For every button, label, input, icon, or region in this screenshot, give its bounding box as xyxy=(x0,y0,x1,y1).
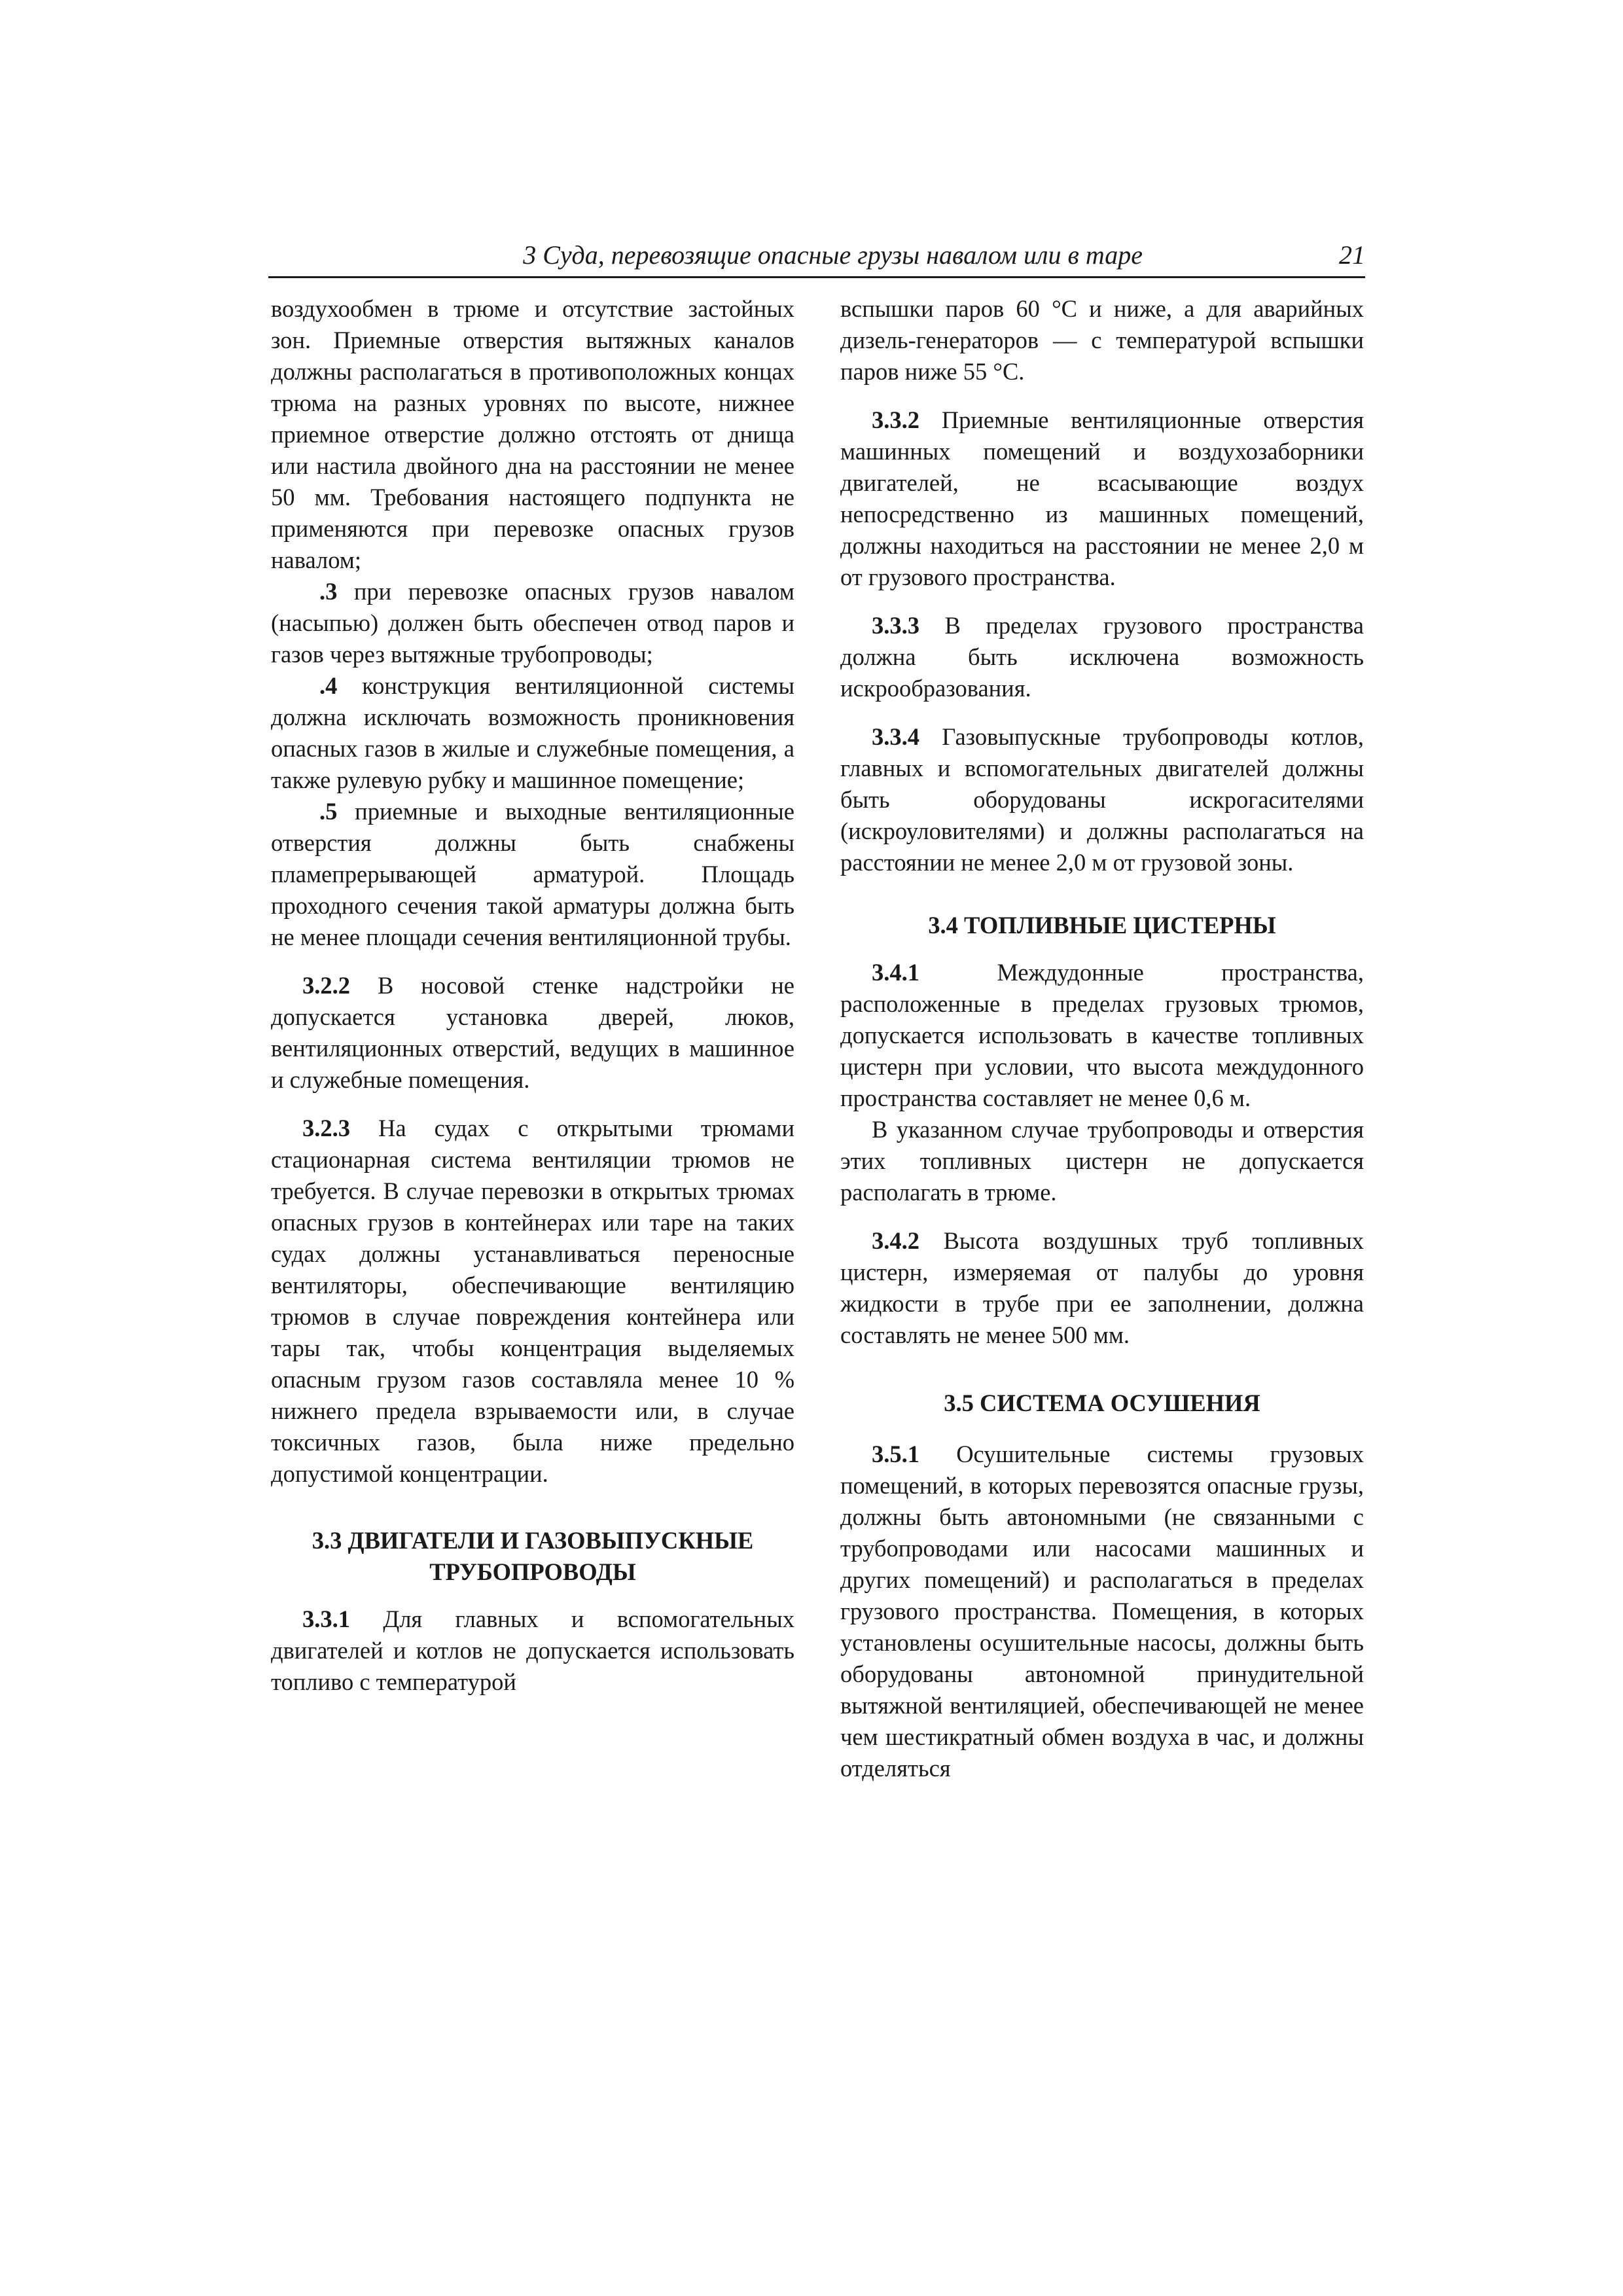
paragraph-text: В носовой стенке надстройки не допускается установка дверей, люков, вентиляционных отверстий, ведущих в машинное и служебные помещения. xyxy=(271,972,794,1093)
paragraph-3-4-2 xyxy=(840,1225,1364,1351)
paragraph-text: Газовыпускные трубопроводы котлов, главных и вспомогательных двигателей должны быть оборудованы искрогасителями (искроуловителями) и должны располагаться на расстоянии не менее 2,0 м от грузовой зоны. xyxy=(840,723,1364,876)
item-number: .3 xyxy=(319,578,338,605)
section-heading-3-4: 3.4 ТОПЛИВНЫЕ ЦИСТЕРНЫ xyxy=(928,912,1276,939)
paragraph-text: Осушительные системы грузовых помещений, в которых перевозятся опасные грузы, должны быть автономными (не связанными с трубопроводами или насосами машинных и других помещений) и располагаться в пределах грузового пространства. Помещения, в которых установлены осушительные насосы, должны быть оборудованы автономной принудительной вытяжной вентиляцией, обеспечивающей не менее чем шестикратный обмен воздуха в час, и должны отделяться xyxy=(840,1441,1364,1782)
paragraph-3-3-3 xyxy=(840,610,1364,704)
item-number: .5 xyxy=(319,798,338,825)
list-item-5 xyxy=(271,796,794,953)
paragraph-continuation: воздухообмен в трюме и отсутствие застойных зон. Приемные отверстия вытяжных каналов должны располагаться в противоположных концах трюма на разных уровнях по высоте, нижнее приемное отверстие должно отстоять от днища или настила двойного дна на расстоянии не менее 50 мм. Требования настоящего подпункта не применяются при перевозке опасных грузов навалом; xyxy=(271,295,794,573)
paragraph-3-3-2 xyxy=(840,404,1364,593)
paragraph-text: В пределах грузового пространства должна быть исключена возможность искрообразования. xyxy=(840,612,1364,702)
heading-line-1: 3.3 ДВИГАТЕЛИ И ГАЗОВЫПУСКНЫЕ xyxy=(312,1527,754,1554)
item-text: конструкция вентиляционной системы должна исключать возможность проникновения опасных газов в жилые и служебные помещения, а также рулевую рубку и машинное помещение; xyxy=(271,672,794,793)
paragraph-3-3-1 xyxy=(271,1604,794,1698)
paragraph-3-4-1-continued: В указанном случае трубопроводы и отверстия этих топливных цистерн не допускается располагать в трюме. xyxy=(840,1116,1364,1206)
list-item-3 xyxy=(271,576,794,670)
section-heading-3-5: 3.5 СИСТЕМА ОСУШЕНИЯ xyxy=(944,1390,1260,1416)
paragraph-text: Высота воздушных труб топливных цистерн, измеряемая от палубы до уровня жидкости в трубе при ее заполнении, должна составлять не менее 500 мм. xyxy=(840,1227,1364,1348)
paragraph-text: Приемные вентиляционные отверстия машинных помещений и воздухозаборники двигателей, не всасывающие воздух непосредственно из машинных помещений, должны находиться на расстоянии не менее 2,0 м от грузового пространства. xyxy=(840,406,1364,590)
left-column xyxy=(271,293,794,1698)
paragraph-number: 3.2.3 xyxy=(302,1115,350,1141)
paragraph-3-3-4 xyxy=(840,721,1364,878)
paragraph-3-5-1 xyxy=(840,1439,1364,1784)
paragraph-number: 3.5.1 xyxy=(872,1441,919,1467)
list-item-4 xyxy=(271,670,794,796)
item-number: .4 xyxy=(319,672,338,699)
heading-line-2: ТРУБОПРОВОДЫ xyxy=(429,1558,636,1585)
paragraph-3-2-3 xyxy=(271,1113,794,1490)
paragraph-number: 3.3.4 xyxy=(872,723,919,750)
paragraph-number: 3.3.1 xyxy=(302,1605,350,1632)
section-heading-3-3 xyxy=(271,1525,794,1588)
running-header xyxy=(268,237,1365,278)
right-column xyxy=(840,293,1364,1784)
page-number: 21 xyxy=(1339,240,1365,270)
paragraph-number: 3.4.2 xyxy=(872,1227,919,1254)
paragraph-number: 3.3.2 xyxy=(872,406,919,433)
running-title: 3 Суда, перевозящие опасные грузы навалом или в таре xyxy=(523,240,1143,270)
paragraph-text: Междудонные пространства, расположенные в пределах грузовых трюмов, допускается использовать в качестве топливных цистерн при условии, что высота междудонного пространства составляет не менее 0,6 м. xyxy=(840,959,1364,1111)
paragraph-number: 3.2.2 xyxy=(302,972,350,999)
paragraph-continuation: вспышки паров 60 °С и ниже, а для аварийных дизель-генераторов — с температурой вспышки паров ниже 55 °С. xyxy=(840,295,1364,385)
item-text: при перевозке опасных грузов навалом (насыпью) должен быть обеспечен отвод паров и газов через вытяжные трубопроводы; xyxy=(271,578,794,668)
item-text: приемные и выходные вентиляционные отверстия должны быть снабжены пламепрерывающей арматурой. Площадь проходного сечения такой арматуры должна быть не менее площади сечения вентиляционной трубы. xyxy=(271,798,794,950)
paragraph-3-4-1 xyxy=(840,957,1364,1114)
paragraph-text: Для главных и вспомогательных двигателей и котлов не допускается использовать топливо с температурой xyxy=(271,1605,794,1695)
paragraph-number: 3.3.3 xyxy=(872,612,919,639)
paragraph-number: 3.4.1 xyxy=(872,959,919,986)
paragraph-text: На судах с открытыми трюмами стационарная система вентиляции трюмов не требуется. В случае перевозки в открытых трюмах опасных грузов в контейнерах или таре на таких судах должны устанавливаться переносные вентиляторы, обеспечивающие вентиляцию трюмов в случае повреждения контейнера или тары так, чтобы концентрация выделяемых опасным грузом газов составляла менее 10 % нижнего предела взрываемости или, в случае токсичных газов, была ниже предельно допустимой концентрации. xyxy=(271,1115,794,1487)
paragraph-3-2-2 xyxy=(271,970,794,1096)
